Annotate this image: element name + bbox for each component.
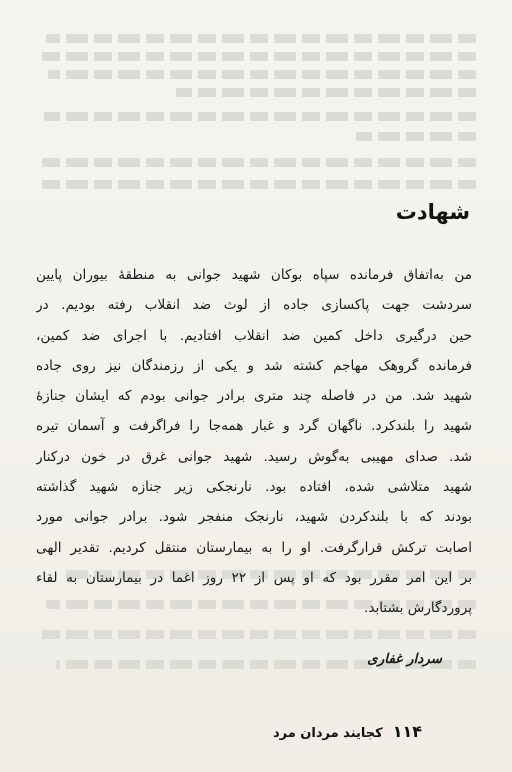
body-line: اصابت ترکش قرارگرفت. او را به بیمارستان منتقل کردیم. تقدیر الهی <box>36 539 472 556</box>
running-title: کجایند مردان مرد <box>272 726 383 741</box>
section-heading: شهادت <box>395 200 470 224</box>
body-line: شد. صدای مهیبی به‌گوش رسید. شهید جوانی غرق در خون درکنار <box>36 448 472 465</box>
page-footer <box>273 722 422 741</box>
body-line: سردشت جهت پاکسازی جاده از لوث ضد انقلاب رفته بودیم. در <box>36 297 472 314</box>
body-line: شهید شد. من در فاصله چند متری برادر جوانی بودم که ایشان جنازهٔ <box>36 388 472 405</box>
page-number: ۱۱۴ <box>392 722 422 741</box>
body-line: شهید متلاشی شده، افتاده بود. نارنجکی زیر جنازه شهید گذاشته <box>36 479 472 496</box>
body-line: شهید را بلندکرد. ناگهان گرد و غبار همه‌جا را فراگرفت و آسمان تیره <box>36 418 472 435</box>
body-line: بودند که با بلندکردن شهید، نارنجک منفجر شود. برادر جوانی مورد <box>36 509 472 526</box>
body-line: من به‌اتفاق فرمانده سپاه بوکان شهید جوانی به منطقهٔ بیوران پایین <box>36 267 472 283</box>
body-line: پروردگارش بشتابد. <box>364 600 472 617</box>
bleed-through-text-top <box>0 0 512 200</box>
body-line: حین درگیری داخل کمین ضد انقلاب افتادیم. با اجرای ضد کمین، <box>36 327 472 344</box>
body-line: فرمانده گروهک مهاجم کشته شد و یکی از رزمندگان نیز روی جاده <box>36 357 472 374</box>
body-line: بر این امر مقرر بود که او پس از ۲۲ روز اغما در بیمارستان به لقاء <box>36 569 472 586</box>
body-text <box>36 260 472 624</box>
author-signature: سردار غفاری <box>367 651 442 667</box>
